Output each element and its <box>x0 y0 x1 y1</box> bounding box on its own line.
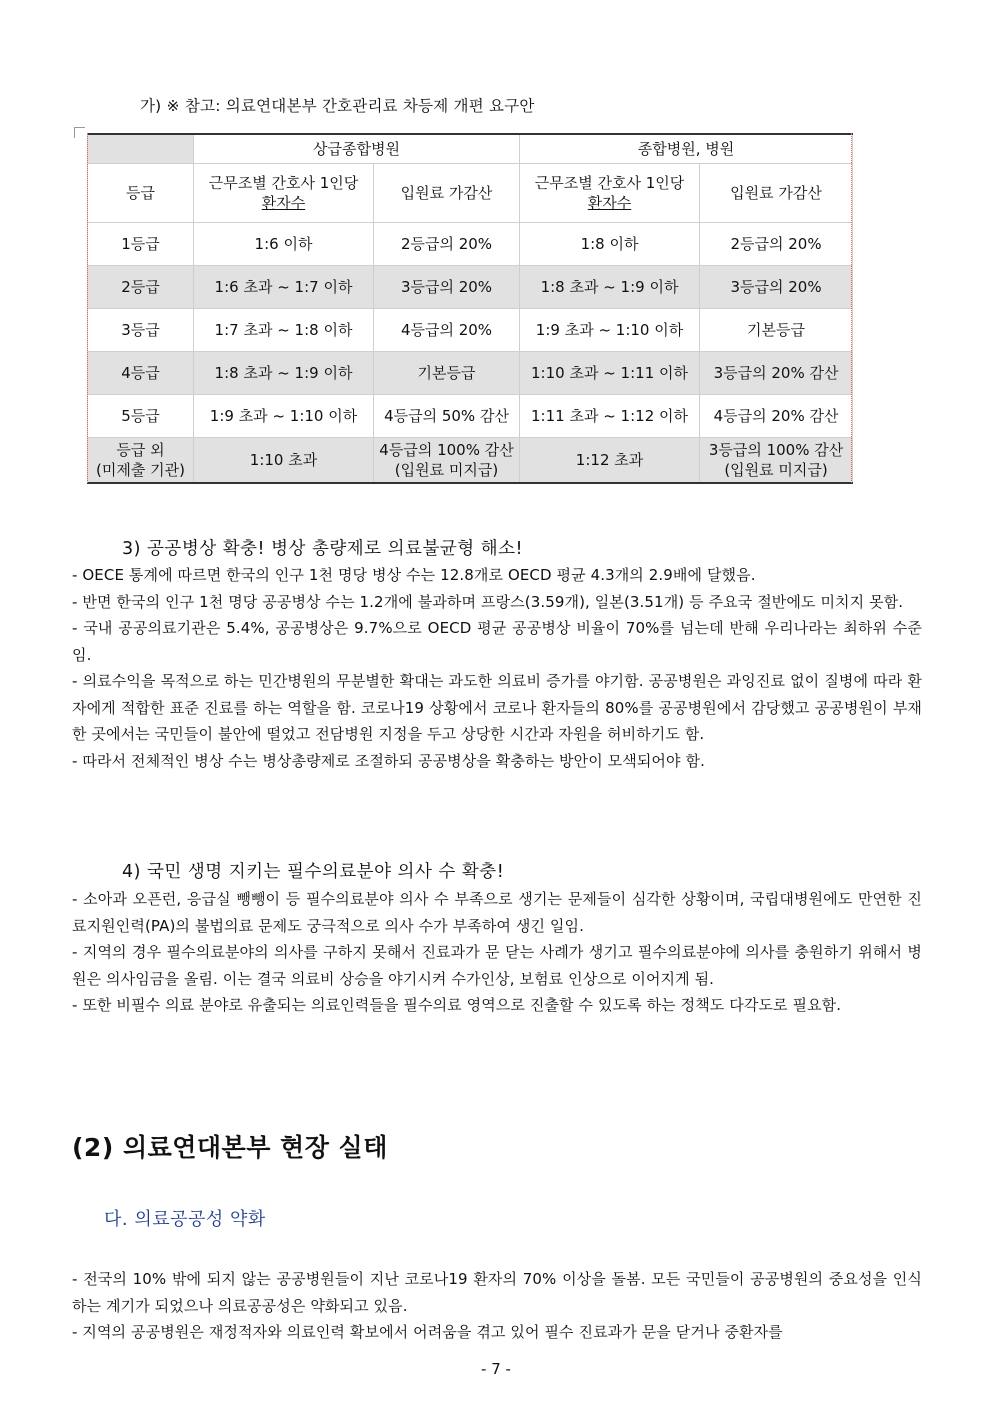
fee-line2: (입원료 미지급) <box>394 461 499 479</box>
table-edge-right <box>851 133 852 483</box>
ratio-header-line2: 환자수 <box>261 194 306 212</box>
grade-cell <box>88 438 194 484</box>
paragraph: - 전국의 10% 밖에 되지 않는 공공병원들이 지난 코로나19 환자의 70% 이상을 돌봄. 모든 국민들이 공공병원의 중요성을 인식하는 계기가 되었으나 의료공공성은 약화되고 있음. <box>72 1270 922 1315</box>
tertiary-ratio-cell: 1:6 초과 ~ 1:7 이하 <box>194 266 374 309</box>
ratio-header-line1: 근무조별 간호사 1인당 <box>534 174 685 192</box>
general-ratio-cell: 1:9 초과 ~ 1:10 이하 <box>520 309 700 352</box>
tertiary-ratio-cell: 1:10 초과 <box>194 438 374 484</box>
general-ratio-cell: 1:12 초과 <box>520 438 700 484</box>
tertiary-ratio-cell: 1:7 초과 ~ 1:8 이하 <box>194 309 374 352</box>
general-ratio-cell: 1:10 초과 ~ 1:11 이하 <box>520 352 700 395</box>
ratio-header-tertiary <box>194 164 374 223</box>
grade-cell: 2등급 <box>88 266 194 309</box>
paragraph: - 국내 공공의료기관은 5.4%, 공공병상은 9.7%으로 OECD 평균 공공병상 비율이 70%를 넘는데 반해 우리나라는 최하위 수준임. <box>72 619 922 664</box>
fee-line1: 4등급의 100% 감산 <box>379 441 514 459</box>
paragraph: - 지역의 공공병원은 재정적자와 의료인력 확보에서 어려움을 겪고 있어 필수 진료과가 문을 닫거나 중환자를 <box>72 1323 783 1341</box>
general-ratio-cell: 1:8 초과 ~ 1:9 이하 <box>520 266 700 309</box>
table-corner-cell <box>88 134 194 164</box>
general-fee-cell: 기본등급 <box>700 309 853 352</box>
group-header-general: 종합병원, 병원 <box>520 134 853 164</box>
table-row <box>88 352 853 395</box>
tertiary-ratio-cell: 1:6 이하 <box>194 223 374 266</box>
paragraph: - 따라서 전체적인 병상 수는 병상총량제로 조절하되 공공병상을 확충하는 방안이 모색되어야 함. <box>72 751 705 770</box>
table-row <box>88 438 853 484</box>
tertiary-fee-cell: 3등급의 20% <box>374 266 520 309</box>
tertiary-ratio-cell: 1:8 초과 ~ 1:9 이하 <box>194 352 374 395</box>
general-fee-cell <box>700 438 853 484</box>
corner-mark <box>74 127 85 138</box>
table-row <box>88 266 853 309</box>
grade-line1: 등급 외 <box>116 441 165 459</box>
general-fee-cell: 3등급의 20% 감산 <box>700 352 853 395</box>
nursing-fee-grade-table <box>87 133 853 484</box>
paragraph: - 소아과 오픈런, 응급실 뺑뺑이 등 필수의료분야 의사 수 부족으로 생기는 문제들이 심각한 상황이며, 국립대병원에도 만연한 진료지원인력(PA)의 불법의료 문제도 궁극적으로 의사 수가 부족하여 생긴 일임. <box>72 890 922 935</box>
section-3-body <box>72 562 922 774</box>
section-4-body <box>72 886 922 1019</box>
general-fee-cell: 4등급의 20% 감산 <box>700 395 853 438</box>
tertiary-fee-cell: 2등급의 20% <box>374 223 520 266</box>
table-caption: 가) ※ 참고: 의료연대본부 간호관리료 차등제 개편 요구안 <box>140 97 535 115</box>
grade-cell: 5등급 <box>88 395 194 438</box>
table-row <box>88 309 853 352</box>
ratio-header-line1: 근무조별 간호사 1인당 <box>208 174 359 192</box>
fee-header-general: 입원료 가감산 <box>700 164 853 223</box>
tertiary-fee-cell <box>374 438 520 484</box>
tertiary-fee-cell: 기본등급 <box>374 352 520 395</box>
general-fee-cell: 2등급의 20% <box>700 223 853 266</box>
fee-header-tertiary: 입원료 가감산 <box>374 164 520 223</box>
grade-cell: 4등급 <box>88 352 194 395</box>
ratio-header-general <box>520 164 700 223</box>
ratio-header-line2: 환자수 <box>587 194 632 212</box>
fee-line1: 3등급의 100% 감산 <box>708 441 844 459</box>
fee-line2: (입원료 미지급) <box>724 461 828 479</box>
group-header-tertiary: 상급종합병원 <box>194 134 520 164</box>
paragraph: - 반면 한국의 인구 1천 명당 공공병상 수는 1.2개에 불과하며 프랑스(3.59개), 일본(3.51개) 등 주요국 절반에도 미치지 못함. <box>72 592 904 611</box>
paragraph: - 의료수익을 목적으로 하는 민간병원의 무분별한 확대는 과도한 의료비 증가를 야기함. 공공병원은 과잉진료 없이 질병에 따라 환자에게 적합한 표준 진료를 하는 역할을 함. 코로나19 상황에서 코로나 환자들의 80%를 공공병원에서 감당했고 공공병원이 부재한 곳에서는 국민들이 불안에 떨었고 전담병원 지정을 두고 상당한 시간과 자원을 허비하기도 함. <box>72 672 922 743</box>
table-row <box>88 395 853 438</box>
paragraph: - OECE 통계에 따르면 한국의 인구 1천 명당 병상 수는 12.8개로 OECD 평균 4.3개의 2.9배에 달했음. <box>72 566 756 584</box>
chapter-heading: (2) 의료연대본부 현장 실태 <box>72 1133 388 1162</box>
grade-cell: 3등급 <box>88 309 194 352</box>
sub-heading: 다. 의료공공성 약화 <box>104 1209 266 1230</box>
grade-line2: (미제출 기관) <box>96 461 185 479</box>
final-body <box>72 1266 922 1346</box>
paragraph: - 지역의 경우 필수의료분야의 의사를 구하지 못해서 진료과가 문 닫는 사례가 생기고 필수의료분야에 의사를 충원하기 위해서 병원은 의사임금을 올림. 이는 결국 의료비 상승을 야기시켜 수가인상, 보험료 인상으로 이어지게 됨. <box>72 943 922 988</box>
grade-cell: 1등급 <box>88 223 194 266</box>
general-fee-cell: 3등급의 20% <box>700 266 853 309</box>
tertiary-ratio-cell: 1:9 초과 ~ 1:10 이하 <box>194 395 374 438</box>
general-ratio-cell: 1:11 초과 ~ 1:12 이하 <box>520 395 700 438</box>
table-row <box>88 223 853 266</box>
general-ratio-cell: 1:8 이하 <box>520 223 700 266</box>
tertiary-fee-cell: 4등급의 20% <box>374 309 520 352</box>
paragraph: - 또한 비필수 의료 분야로 유출되는 의료인력들을 필수의료 영역으로 진출할 수 있도록 하는 정책도 다각도로 필요함. <box>72 996 842 1014</box>
section-4-title: 4) 국민 생명 지키는 필수의료분야 의사 수 확충! <box>122 862 505 882</box>
page-number: - 7 - <box>481 1360 511 1378</box>
tertiary-fee-cell: 4등급의 50% 감산 <box>374 395 520 438</box>
table-edge-left <box>87 133 88 483</box>
grade-header: 등급 <box>88 164 194 223</box>
section-3-title: 3) 공공병상 확충! 병상 총량제로 의료불균형 해소! <box>122 539 524 559</box>
